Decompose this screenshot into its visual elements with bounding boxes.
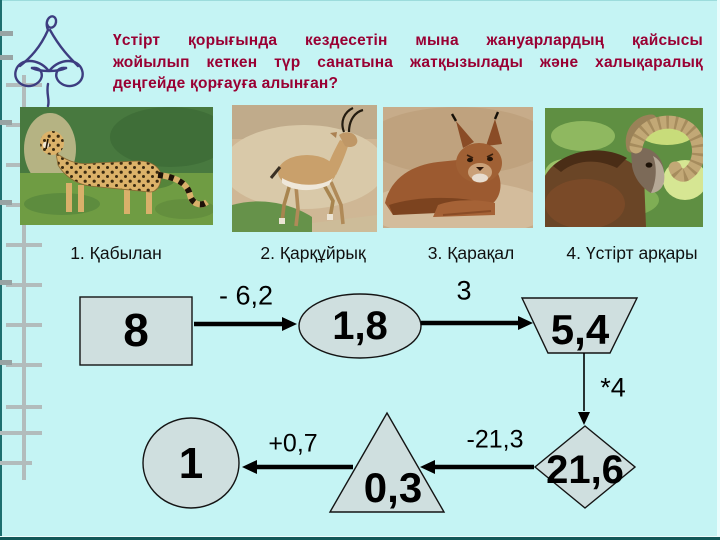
caracal-illustration (383, 107, 533, 228)
node-value-triangle: 0,3 (363, 464, 423, 511)
arrow-5-head (242, 460, 257, 474)
node-value-diamond: 21,6 (546, 448, 624, 492)
answer-photo-gazelle[interactable] (232, 105, 377, 232)
arrow-1-head (282, 317, 297, 331)
title-line-3: деңгейде қорғауға алынған? (113, 75, 339, 92)
cheetah-illustration (20, 107, 213, 225)
node-value-rectangle: 8 (123, 304, 149, 356)
kazakh-ornament-icon (8, 8, 88, 108)
title-line-1: Үстірт қорығында кездесетін мына жануарлардың қайсысы (113, 32, 703, 49)
operation-label-1: - 6,2 (218, 280, 274, 311)
operation-label-4: -21,3 (466, 425, 524, 454)
question-title (113, 30, 703, 95)
node-value-ellipse: 1,8 (332, 304, 388, 348)
answer-label-3[interactable]: 3. Қарақал (427, 243, 515, 263)
answer-photo-caracal[interactable] (383, 107, 533, 228)
operation-label-5: +0,7 (268, 429, 318, 458)
node-value-circle: 1 (178, 439, 204, 488)
answer-label-4[interactable]: 4. Үстірт арқары (566, 243, 698, 263)
answer-label-2[interactable]: 2. Қарқұйрық (260, 243, 366, 263)
gazelle-illustration (232, 105, 377, 232)
urial-illustration (545, 108, 703, 227)
answer-photo-cheetah[interactable] (20, 107, 213, 225)
arrow-3-head (578, 412, 590, 425)
arrow-4-head (420, 460, 435, 474)
answer-photo-urial[interactable] (545, 108, 703, 227)
title-line-2: жойылып кеткен түр санатына жатқызылады және халықаралық (113, 53, 703, 71)
operation-label-3: *4 (600, 372, 626, 403)
node-value-trapezoid: 5,4 (550, 306, 610, 353)
operation-label-2: 3 (456, 275, 472, 306)
answer-label-1[interactable]: 1. Қабылан (70, 243, 162, 263)
